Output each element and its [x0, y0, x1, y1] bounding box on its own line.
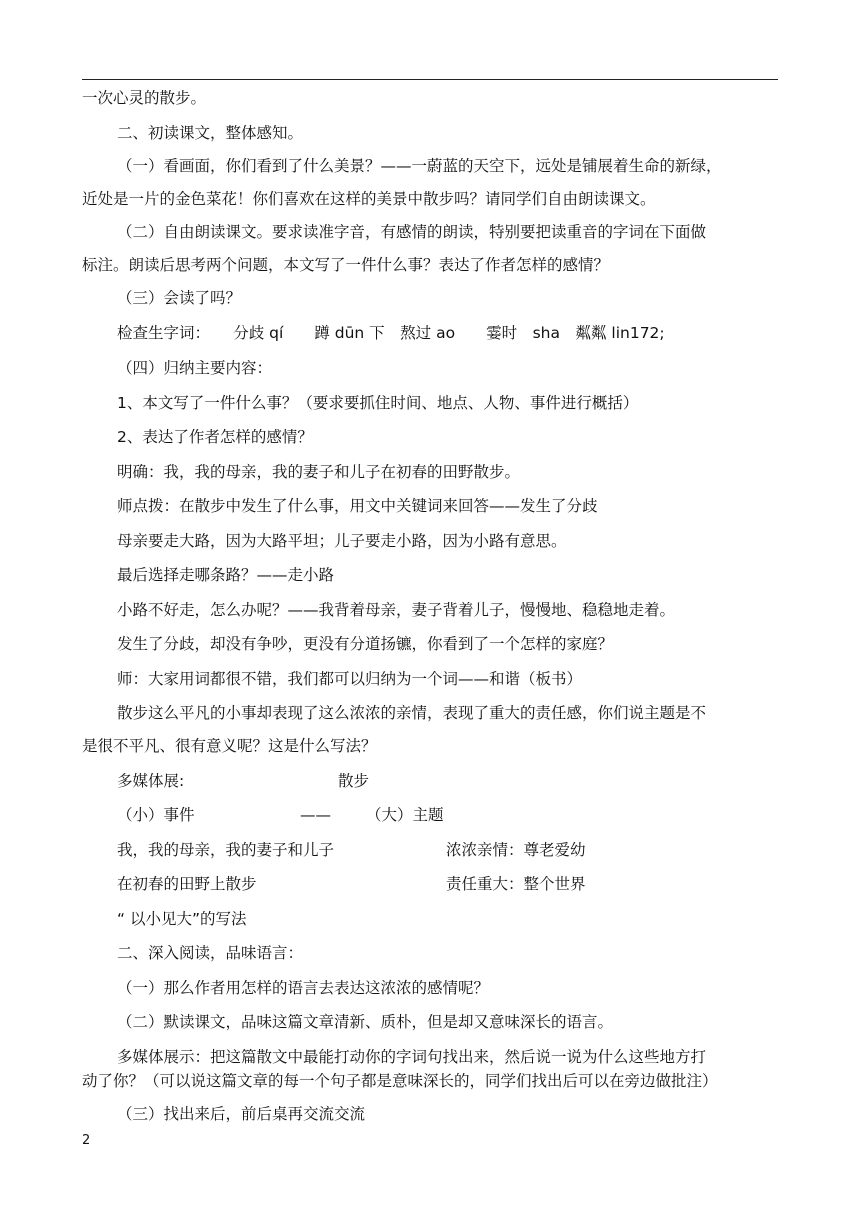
text-line: 师：大家用词都很不错，我们都可以归纳为一个词——和谐（板书） — [117, 670, 583, 688]
section-heading: 二、初读课文，整体感知。 — [117, 124, 304, 142]
media-row3-right: 责任重大：整个世界 — [446, 875, 586, 893]
page-number: 2 — [82, 1133, 91, 1148]
vocab-line: 检查生字词： 分歧 qí 蹲 dūn 下 熬过 ao 霎时 sha 粼粼 lin172; — [117, 324, 665, 342]
text-line: 1、本文写了一件什么事？（要求要抓住时间、地点、人物、事件进行概括） — [117, 394, 639, 412]
text-line: （一）那么作者用怎样的语言去表达这浓浓的感情呢？ — [117, 979, 490, 997]
text-line: 散步这么平凡的小事却表现了这么浓浓的亲情，表现了重大的责任感，你们说主题是不 — [117, 704, 707, 722]
text-line: （四）归纳主要内容： — [117, 359, 273, 377]
text-line: 标注。朗读后思考两个问题，本文写了一件什么事？表达了作者怎样的感情？ — [82, 256, 610, 274]
media-center: 散步 — [338, 772, 370, 790]
text-line: 是很不平凡、很有意义呢？这是什么写法？ — [82, 737, 377, 755]
text-line: 2、表达了作者怎样的感情？ — [117, 428, 313, 446]
text-line: 师点拨：在散步中发生了什么事，用文中关键词来回答——发生了分歧 — [117, 497, 598, 515]
text-line: 动了你？（可以说这篇文章的每一个句子都是意味深长的，同学们找出后可以在旁边做批注） — [82, 1072, 718, 1090]
text-line: （三）找出来后，前后桌再交流交流 — [117, 1105, 366, 1123]
text-line: 明确：我，我的母亲，我的妻子和儿子在初春的田野散步。 — [117, 463, 521, 481]
text-line: 母亲要走大路，因为大路平坦；儿子要走小路，因为小路有意思。 — [117, 532, 567, 550]
text-line: 多媒体展示：把这篇散文中最能打动你的字词句找出来，然后说一说为什么这些地方打 — [117, 1048, 707, 1066]
text-line: （三）会读了吗？ — [117, 289, 242, 307]
text-line: 小路不好走，怎么办呢？——我背着母亲，妻子背着儿子，慢慢地、稳稳地走着。 — [117, 601, 676, 619]
section-heading: 二、深入阅读，品味语言： — [117, 944, 304, 962]
media-label: 多媒体展: — [117, 772, 185, 790]
media-row1-left: （小）事件 — [117, 806, 195, 824]
text-line: 最后选择走哪条路？——走小路 — [117, 566, 335, 584]
text-line: （二）自由朗读课文。要求读准字音，有感情的朗读，特别要把读重音的字词在下面做 — [117, 223, 707, 241]
text-line: 一次心灵的散步。 — [82, 89, 207, 107]
text-line: 近处是一片的金色菜花！你们喜欢在这样的美景中散步吗？请同学们自由朗读课文。 — [82, 190, 656, 208]
text-line: 发生了分歧，却没有争吵，更没有分道扬镳，你看到了一个怎样的家庭？ — [117, 635, 614, 653]
media-row1-right: （大）主题 — [366, 806, 444, 824]
text-line: “ 以小见大”的写法 — [117, 910, 247, 928]
media-row2-right: 浓浓亲情：尊老爱幼 — [446, 841, 586, 859]
media-row2-left: 我，我的母亲，我的妻子和儿子 — [117, 841, 335, 859]
text-line: （二）默读课文，品味这篇文章清新、质朴，但是却又意味深长的语言。 — [117, 1013, 614, 1031]
media-row3-left: 在初春的田野上散步 — [117, 875, 257, 893]
media-row1-mid: —— — [300, 806, 331, 824]
header-rule — [82, 79, 778, 80]
text-line: （一）看画面，你们看到了什么美景？——一蔚蓝的天空下，远处是铺展着生命的新绿， — [117, 157, 722, 175]
